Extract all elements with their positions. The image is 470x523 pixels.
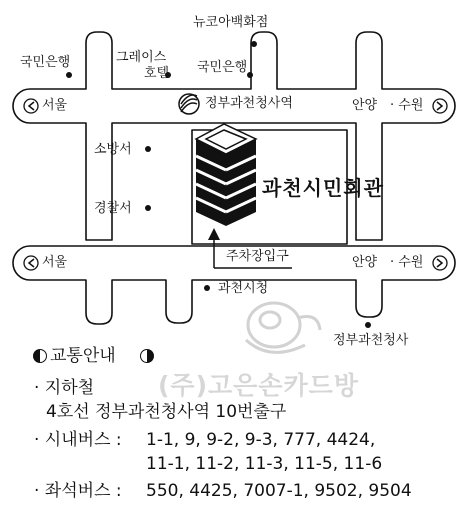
label-anyang-top: 안양 [352, 98, 378, 113]
city-bus-label: · 시내버스 : [34, 430, 122, 450]
gov-dot [365, 322, 371, 328]
label-newcore: 뉴코아백화점 [193, 15, 269, 30]
half-circle-right-icon [140, 349, 154, 363]
seat-bus-routes: 550, 4425, 7007-1, 9502, 9504 [146, 481, 412, 501]
watermark-text: (주)고은손카드방 [158, 371, 359, 400]
label-civic-hall: 과천시민회관 [262, 176, 384, 200]
label-grace-hotel: 그레이스 [116, 50, 167, 65]
label-seoul-top: 서울 [42, 98, 68, 113]
city-bus-routes-2: 11-1, 11-2, 11-3, 11-5, 11-6 [146, 454, 383, 474]
label-suwon-top: · 수원 [390, 98, 424, 113]
subway-detail: 4호선 정부과천청사역 10번출구 [46, 402, 287, 422]
label-station: 정부과천청사역 [205, 96, 293, 111]
label-bank-left: 국민은행 [20, 55, 71, 70]
label-city-hall: 과천시청 [218, 281, 269, 296]
newcore-dot [251, 41, 257, 47]
label-seoul-bottom: 서울 [42, 255, 68, 270]
cityhall-dot [204, 285, 210, 291]
label-anyang-bottom: 안양 [352, 255, 378, 270]
arrow-left-icon [24, 99, 38, 113]
seat-bus-label: · 좌석버스 : [34, 481, 122, 501]
label-suwon-bottom: · 수원 [390, 255, 424, 270]
arrow-right-icon [433, 99, 447, 113]
label-police-station: 경찰서 [94, 201, 132, 216]
fire-dot [145, 146, 151, 152]
arrow-right-icon [433, 256, 447, 270]
subway-label: · 지하철 [34, 378, 95, 398]
half-circle-left-icon [33, 349, 47, 363]
bank-right-dot [247, 72, 253, 78]
subway-logo-icon [179, 94, 199, 114]
police-dot [145, 205, 151, 211]
guide-heading: 교통안내 [50, 346, 116, 366]
watermark-bird-icon [246, 303, 320, 352]
label-bank-right: 국민은행 [197, 60, 248, 75]
city-bus-routes-1: 1-1, 9, 9-2, 9-3, 777, 4424, [146, 430, 376, 450]
label-gov-complex: 정부과천청사 [333, 333, 409, 348]
label-fire-station: 소방서 [94, 142, 132, 157]
label-parking-entrance: 주차장입구 [226, 249, 289, 264]
bank-left-dot [66, 72, 72, 78]
label-grace-hotel-line2: 호텔 [144, 66, 170, 81]
building-icon [196, 124, 256, 226]
arrow-left-icon [24, 256, 38, 270]
